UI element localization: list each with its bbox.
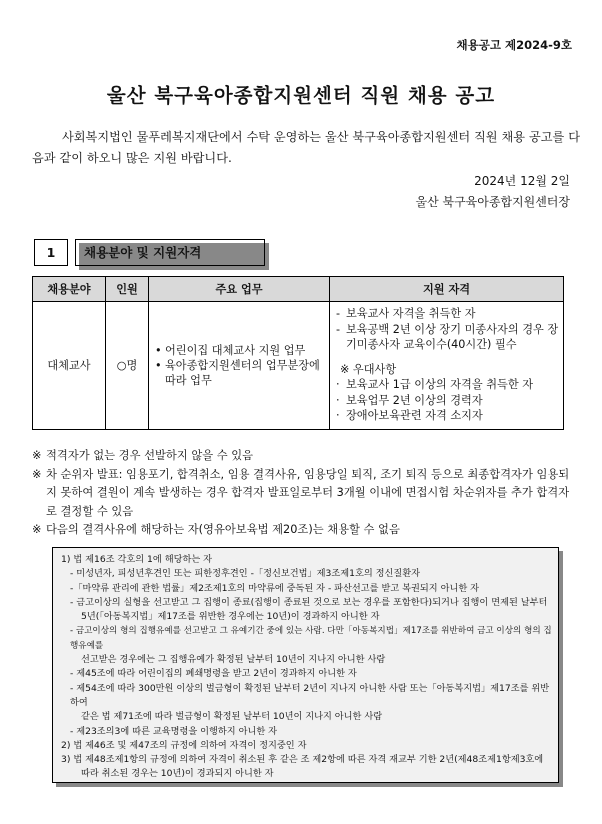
preference-title: ※ 우대사항 <box>340 362 397 376</box>
table-row <box>33 302 564 430</box>
preference-text: 보육교사 1급 이상의 자격을 취득한 자 <box>346 378 534 391</box>
duty-text: 육아종합지원센터의 업무분장에 따라 업무 <box>165 358 320 387</box>
bullet-icon: • <box>155 343 162 357</box>
cell-field: 대체교사 <box>33 302 106 430</box>
reference-mark-icon: ※ <box>32 523 42 536</box>
disqualification-line: - 금고이상의 형의 집행유예를 선고받고 그 유예기간 중에 있는 사람. 다만「아동복지법」제17조를 위반하여 금고 이상의 형의 집행유예를 <box>70 626 552 651</box>
note-item <box>32 521 572 540</box>
header-count: 인원 <box>106 277 149 302</box>
disqualification-line: -「마약류 관리에 관한 법률」제2조제1호의 마약류에 중독된 자 - 파산선고를 받고 복권되지 아니한 자 <box>70 582 479 594</box>
notes-list <box>32 447 572 540</box>
note-item <box>32 466 572 522</box>
preference-item <box>336 393 559 409</box>
disqualification-line: 2) 법 제46조 및 제47조의 규정에 의하여 자격이 정지중인 자 <box>61 739 307 751</box>
disqualification-line: 같은 법 제71조에 따라 벌금형이 확정된 날부터 10년이 지나지 아니한 사람 <box>81 711 383 723</box>
dash-icon: - <box>336 307 341 320</box>
dot-icon: · <box>336 393 340 407</box>
cell-count: ○명 <box>106 302 149 430</box>
section-title: 채용분야 및 지원자격 <box>75 239 265 266</box>
note-text: 적격자가 없는 경우 선발하지 않을 수 있음 <box>46 449 254 462</box>
disqualification-box <box>52 547 559 783</box>
table-header-row <box>33 277 564 302</box>
page-title: 울산 북구육아종합지원센터 직원 채용 공고 <box>106 84 496 107</box>
disqualification-line: 1) 법 제16조 각호의 1에 해당하는 자 <box>61 554 212 565</box>
preference-item <box>336 408 559 424</box>
dot-icon: · <box>336 409 340 422</box>
note-text: 다음의 결격사유에 해당하는 자(영유아보육법 제20조)는 채용할 수 없음 <box>46 523 400 536</box>
bullet-icon: • <box>155 358 162 372</box>
reference-mark-icon: ※ <box>32 467 42 481</box>
reference-mark-icon: ※ <box>32 449 42 462</box>
qualification-text: 보육교사 자격을 취득한 자 <box>346 307 476 320</box>
qualification-item <box>336 322 559 353</box>
disqualification-line: 따라 취소된 경우는 10년)이 경과되지 아니한 자 <box>81 768 274 780</box>
note-text: 차 순위자 발표: 임용포기, 합격취소, 임용 결격사유, 임용당일 퇴직, 조기 퇴직 등으로 최종합격자가 임용되지 못하여 결원이 계속 발생하는 경우 합격자 발표일로부터 3개월 이내에 면접시험 차순위자를 추가 합격자로 결정할 수 있음 <box>46 467 570 518</box>
disqualification-line: - 미성년자, 피성년후견인 또는 피한정후견인 -「정신보건법」제3조제1호의 정신질환자 <box>70 568 421 580</box>
header-field: 채용분야 <box>33 277 106 302</box>
dot-icon: · <box>336 378 340 391</box>
disqualification-line: - 제45조에 따라 어린이집의 폐쇄명령을 받고 2년이 경과하지 아니한 자 <box>70 668 357 680</box>
qualification-item <box>336 306 559 322</box>
cell-qualifications <box>330 302 564 430</box>
intro-paragraph: 사회복지법인 물푸레복지재단에서 수탁 운영하는 울산 북구육아종합지원센터 직원 채용 공고를 다음과 같이 하오니 많은 지원 바랍니다. <box>32 130 580 165</box>
cell-duties <box>149 302 330 430</box>
announcement-date: 2024년 12월 2일 <box>474 174 570 188</box>
preference-item <box>336 377 559 393</box>
preference-text: 장애아보육관련 자격 소지자 <box>346 409 483 422</box>
disqualification-line: - 제54조에 따라 300만원 이상의 벌금형이 확정된 날부터 2년이 지나지 아니한 사람 또는「아동복지법」제17조를 위반하여 <box>70 682 550 708</box>
qualification-text: 보육공백 2년 이상 장기 미종사자의 경우 장기미종사자 교육이수(40시간) 필수 <box>346 322 559 351</box>
header-duties: 주요 업무 <box>149 277 330 302</box>
duty-item <box>155 358 325 388</box>
disqualification-line: 3) 법 제48조제1항의 규정에 의하여 자격이 취소된 후 같은 조 제2항에 따른 자격 재교부 기한 2년(제48조제1항제3호에 <box>61 754 544 766</box>
note-item <box>32 447 572 466</box>
preference-text: 보육업무 2년 이상의 경력자 <box>346 393 483 407</box>
duty-text: 어린이집 대체교사 지원 업무 <box>165 343 306 357</box>
recruitment-table <box>32 276 564 430</box>
disqualification-line: 5년(「아동복지법」제17조를 위반한 경우에는 10년)이 경과하지 아니한 자 <box>81 611 380 623</box>
duty-item <box>155 343 325 358</box>
section-number: 1 <box>34 239 68 266</box>
signer-name: 울산 북구육아종합지원센터장 <box>415 195 570 209</box>
document-number: 채용공고 제2024-9호 <box>456 38 572 52</box>
dash-icon: - <box>336 322 341 336</box>
disqualification-line: - 제23조의3에 따른 교육명령을 이행하지 아니한 자 <box>70 725 278 737</box>
disqualification-line: - 금고이상의 실형을 선고받고 그 집행이 종료(집행이 종료된 것으로 보는 경우를 포함한다)되거나 집행이 면제된 날부터 <box>70 596 548 608</box>
disqualification-line: 선고받은 경우에는 그 집행유예가 확정된 날부터 10년이 지나지 아니한 사람 <box>81 654 386 666</box>
header-qualifications: 지원 자격 <box>330 277 564 302</box>
